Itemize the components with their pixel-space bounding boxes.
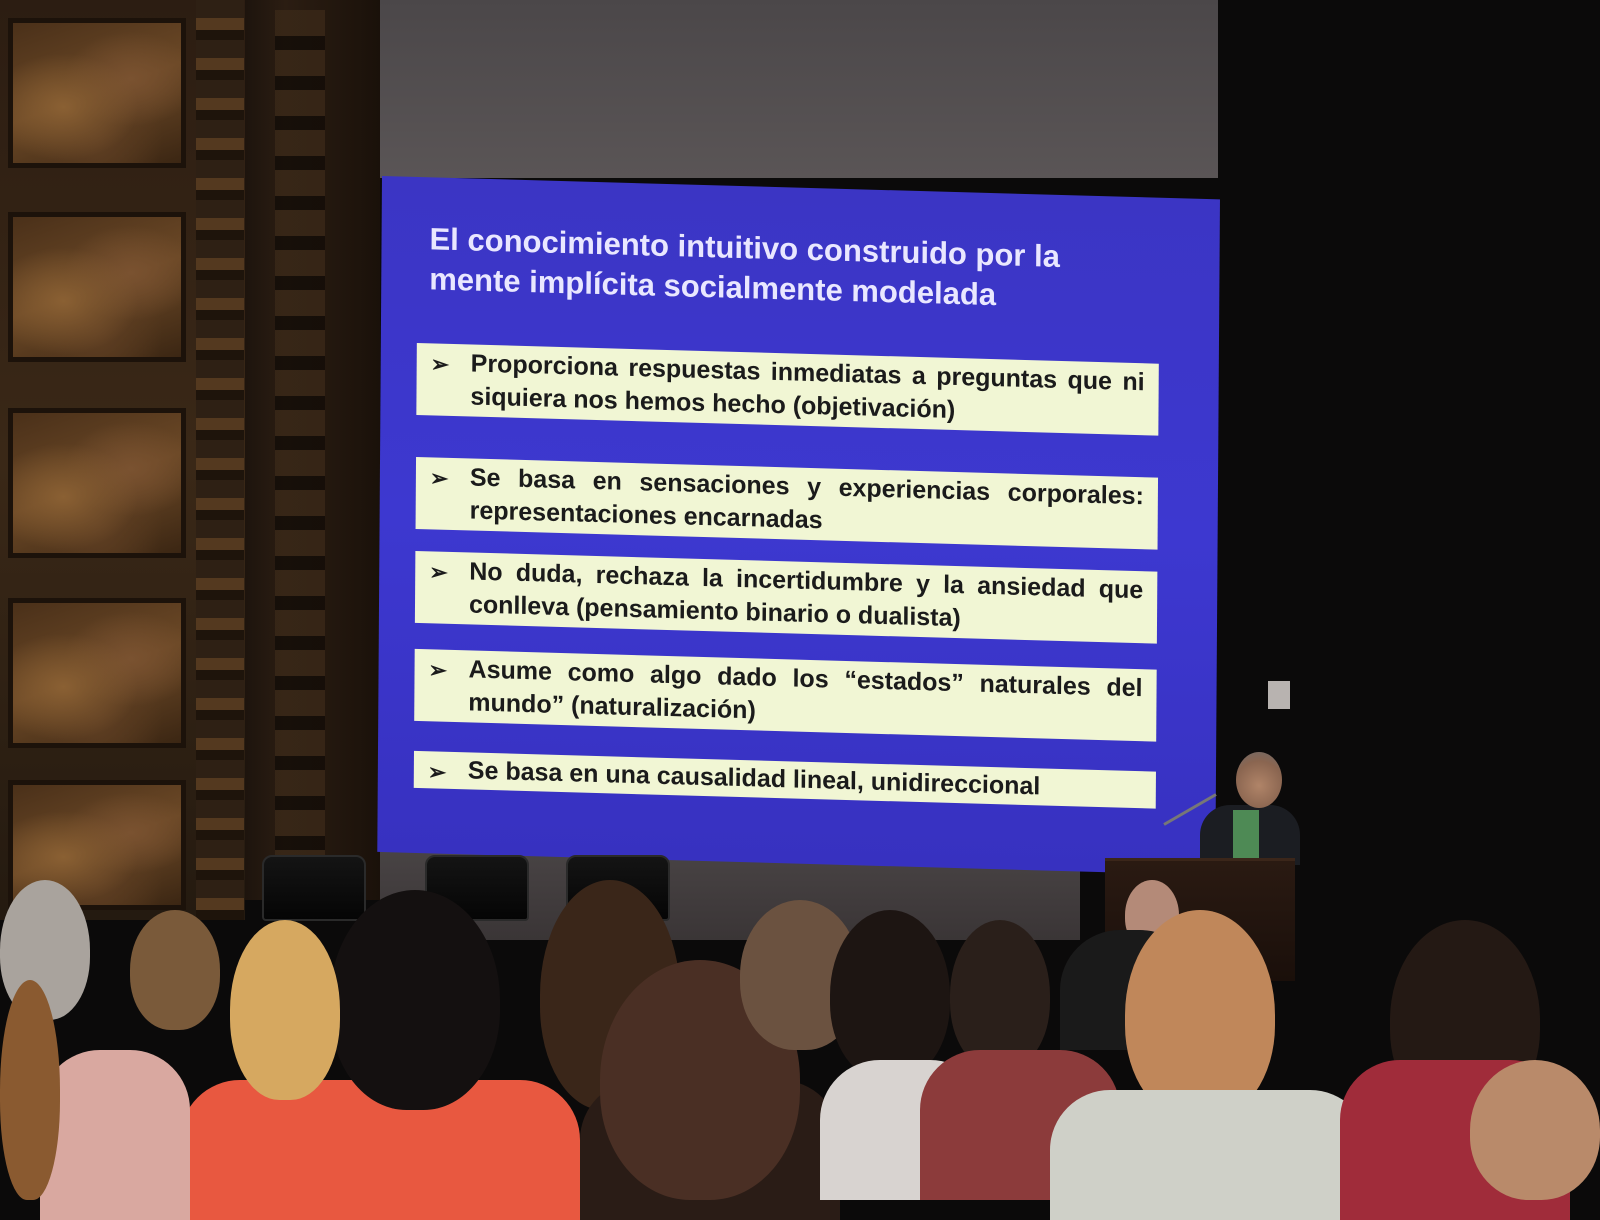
door-relief-panel	[8, 212, 186, 362]
slide-bullet	[415, 551, 1157, 644]
arrow-icon: ➢	[429, 559, 448, 585]
audience-member-head	[1125, 910, 1275, 1120]
door-relief-panel	[8, 18, 186, 168]
speaker-head	[1236, 752, 1282, 808]
presentation-slide	[377, 176, 1220, 875]
audience-member-head	[330, 890, 500, 1110]
audience-member-head	[950, 920, 1050, 1070]
carved-pillar	[245, 0, 380, 900]
bullet-text: Se basa en sensaciones y experiencias corporales: representaciones encarnadas	[469, 463, 1144, 535]
door-relief-panel	[8, 408, 186, 558]
wall-sign	[1268, 681, 1290, 709]
audience-member	[40, 1050, 190, 1220]
audience-member-head	[230, 920, 340, 1100]
audience-member-head	[0, 980, 60, 1200]
arrow-icon: ➢	[429, 465, 449, 491]
audience-member-head	[830, 910, 950, 1080]
bronze-door	[0, 0, 245, 920]
slide-title: El conocimiento intuitivo construido por la mente implícita socialmente modelada	[429, 221, 1061, 313]
slide-bullet	[414, 649, 1156, 742]
slide-bullet	[416, 343, 1158, 436]
speaker-shirt	[1233, 810, 1259, 860]
audience-member-head	[1470, 1060, 1600, 1200]
audience-member	[1050, 1090, 1370, 1220]
audience-member-head	[130, 910, 220, 1030]
arrow-icon: ➢	[427, 759, 447, 785]
slide-bullet	[414, 751, 1156, 809]
bullet-text: Proporciona respuestas inmediatas a preguntas que ni siquiera nos hemos hecho (objetivación)	[470, 349, 1145, 425]
arrow-icon: ➢	[430, 351, 450, 377]
projection-screen-top	[380, 0, 1218, 178]
bullet-text: Asume como algo dado los “estados” naturales del mundo” (naturalización)	[468, 655, 1143, 725]
audience	[0, 880, 1600, 1200]
arrow-icon: ➢	[428, 657, 448, 683]
bullet-text: No duda, rechaza la incertidumbre y la ansiedad que conlleva (pensamiento binario o dualista)	[468, 557, 1144, 633]
slide-bullet	[416, 457, 1158, 550]
door-relief-panel	[8, 598, 186, 748]
pillar-carving	[275, 10, 325, 870]
bullet-text: Se basa en una causalidad lineal, unidireccional	[467, 756, 1041, 801]
door-frieze	[196, 0, 244, 920]
